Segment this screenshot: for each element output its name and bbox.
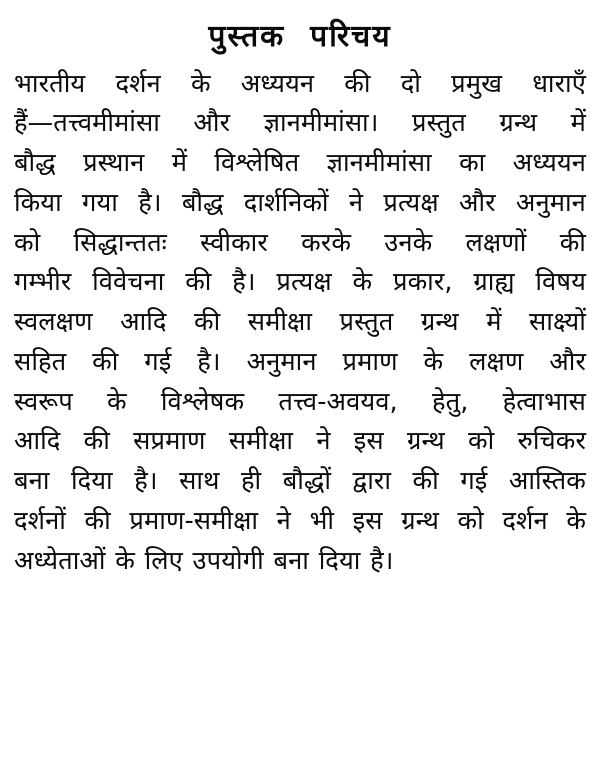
- text-line: आदि की सप्रमाण समीक्षा ने इस ग्रन्थ को रुचिकर: [14, 426, 586, 457]
- body-text: [14, 65, 586, 582]
- text-line: बना दिया है। साथ ही बौद्धों द्वारा की गई आस्तिक: [14, 466, 586, 497]
- paragraph: [14, 65, 586, 582]
- text-line: किया गया है। बौद्ध दार्शनिकों ने प्रत्यक्ष और अनुमान: [14, 187, 586, 218]
- page-title: पुस्तक परिचय: [208, 19, 392, 54]
- text-line: सहित की गई है। अनुमान प्रमाण के लक्षण और: [14, 346, 586, 377]
- text-line: दर्शनों की प्रमाण-समीक्षा ने भी इस ग्रन्थ को दर्शन के: [14, 505, 586, 536]
- text-line: हैं—तत्त्वमीमांसा और ज्ञानमीमांसा। प्रस्तुत ग्रन्थ में: [14, 108, 586, 139]
- text-line: को सिद्धान्ततः स्वीकार करके उनके लक्षणों की: [14, 227, 586, 258]
- text-line: भारतीय दर्शन के अध्ययन की दो प्रमुख धाराएँ: [14, 68, 586, 99]
- text-line: स्वरूप के विश्लेषक तत्त्व-अवयव, हेतु, हेत्वाभास: [14, 386, 586, 417]
- text-line: बौद्ध प्रस्थान में विश्लेषित ज्ञानमीमांसा का अध्ययन: [14, 148, 586, 179]
- text-line: अध्येताओं के लिए उपयोगी बना दिया है।: [14, 545, 394, 576]
- text-line: स्वलक्षण आदि की समीक्षा प्रस्तुत ग्रन्थ में साक्ष्यों: [14, 307, 586, 338]
- text-line: गम्भीर विवेचना की है। प्रत्यक्ष के प्रकार, ग्राह्य विषय: [14, 267, 586, 298]
